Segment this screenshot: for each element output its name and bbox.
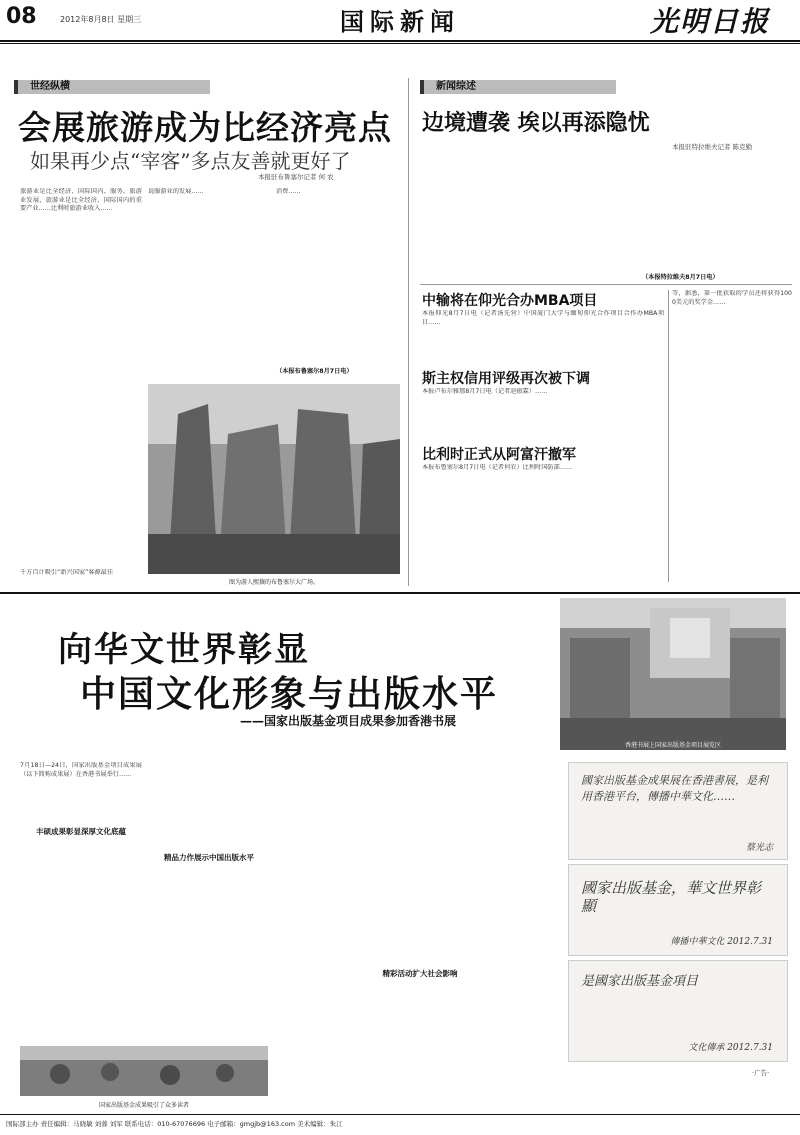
readers-photo-illustration [20,1046,268,1096]
page-footer: 国际部主办 责任编辑：马晓敏 刘蓉 刘军 联系电话：010-67076696 电子邮箱：gmgjb@163.com 美术编辑：朱江 [6,1120,343,1128]
feature-col2-top [148,762,270,846]
left-article-byline: 本报驻布鲁塞尔记者 何 农 [258,173,334,181]
feature-col1 [20,842,142,1042]
feature-col4-bottom [404,900,554,1076]
brief-3-title: 比利时正式从阿富汗撤军 [422,447,576,463]
feature-col3 [276,762,398,960]
feature-bottom-caption: 国家出版基金成果吸引了众多读者 [98,1102,189,1109]
left-article-photo [148,384,400,574]
calligraphy-panel-1 [568,762,788,860]
feature-heading-1: 丰硕成果彰显深厚文化底蕴 [36,827,126,836]
right-column-divider [668,290,669,582]
brief-1-title: 中输将在仰光合办MBA项目 [422,293,598,309]
feature-col2 [148,868,270,1036]
left-article-col2: 说服游业的发展…… [148,188,204,195]
right-article-end-note: （本报特拉维夫8月7日电） [642,274,719,281]
feature-heading-2: 精品力作展示中国出版水平 [164,853,254,862]
left-article-col1: 旅游业是比全经济、国际国内、服务，旅游业发展，旅游业是比全经济、国际国内的重要产业……比利时旅游业收入…… [20,188,142,213]
feature-title-line2: 中国文化形象与出版水平 [80,673,499,715]
feature-subtitle: ——国家出版基金项目成果参加香港书展 [240,714,457,728]
right-article-tag: 新闻综述 [420,80,616,94]
feature-top-rule [0,592,800,594]
feature-title-line1: 向华文世界彰显 [58,630,310,670]
calligraphy-signature-2: 傳播中華文化 2012.7.31 [670,937,773,947]
left-article-end-note: （本报布鲁塞尔8月7日电） [276,368,353,375]
left-article-tag: 世经纵横 [14,80,210,94]
right-article-rule [420,284,792,285]
left-article-subnote: 千方百计吸引“新兴国家”客源最佳 [20,569,114,576]
ad-label: ·广告· [752,1069,770,1077]
brief-3-body: 本报布鲁塞尔8月7日电（记者何农）比利时国防部…… [422,464,573,471]
right-column-text: 等，据悉，第一批获取的学员还将获得1000美元的奖学金…… [672,290,792,306]
left-article-photo-caption: 图为游人熙攘的布鲁塞尔大广场。 [228,579,319,586]
calligraphy-note-2: 國家出版基金，華文世界彰顯 [581,879,762,915]
square-photo-illustration [148,384,400,574]
issue-date: 2012年8月8日 星期三 [60,15,142,24]
left-article-col3: 消费…… [276,188,301,195]
calligraphy-panel-3 [568,960,788,1062]
calligraphy-note-1: 國家出版基金成果展在香港書展，是利用香港平台，傳播中華文化…… [581,774,768,803]
left-article-subtitle: 如果再少点“宰客”多点友善就更好了 [30,149,351,173]
calligraphy-signature-3: 文化傳承 2012.7.31 [688,1043,773,1053]
right-article-byline: 本报驻特拉维夫记者 陈克勤 [672,143,753,151]
book-fair-photo-illustration [560,598,786,750]
calligraphy-panel-2 [568,864,788,956]
feature-col3-bottom [276,984,398,1076]
page-number: 08 [6,4,37,29]
feature-lead: 7月18日—24日，国家出版基金项目成果展（以下简称成果展）在香港书展举行…… [20,762,142,778]
footer-rule [0,1114,800,1115]
header-rule-thin [0,43,800,44]
right-article-body [422,156,792,276]
left-article-title: 会展旅游成为比经济亮点 [18,108,392,147]
header-rule [0,40,800,42]
calligraphy-note-3: 是國家出版基金項目 [581,974,699,989]
newspaper-logo: 光明日报 [650,5,771,38]
section-title: 国际新闻 [340,7,460,36]
brief-2-title: 斯主权信用评级再次被下调 [422,371,590,387]
calligraphy-signature-1: 蔡光志 [745,843,773,853]
brief-1-body: 本报仰光8月7日电（记者汤先营）中国厦门大学与缅甸仰光合作项目合作办MBA项目…… [422,310,664,326]
brief-2-body: 本报卢布尔雅那8月7日电（记者赵振霖）…… [422,388,548,395]
column-divider [408,78,409,586]
feature-photo-caption: 香港书展上国家出版基金项目展览区 [624,742,721,749]
right-article-title: 边境遭袭 埃以再添隐忧 [422,110,650,136]
feature-photo [560,598,786,750]
feature-heading-3: 精彩活动扩大社会影响 [382,969,458,978]
feature-col4 [404,762,554,892]
feature-bottom-photo [20,1046,268,1096]
